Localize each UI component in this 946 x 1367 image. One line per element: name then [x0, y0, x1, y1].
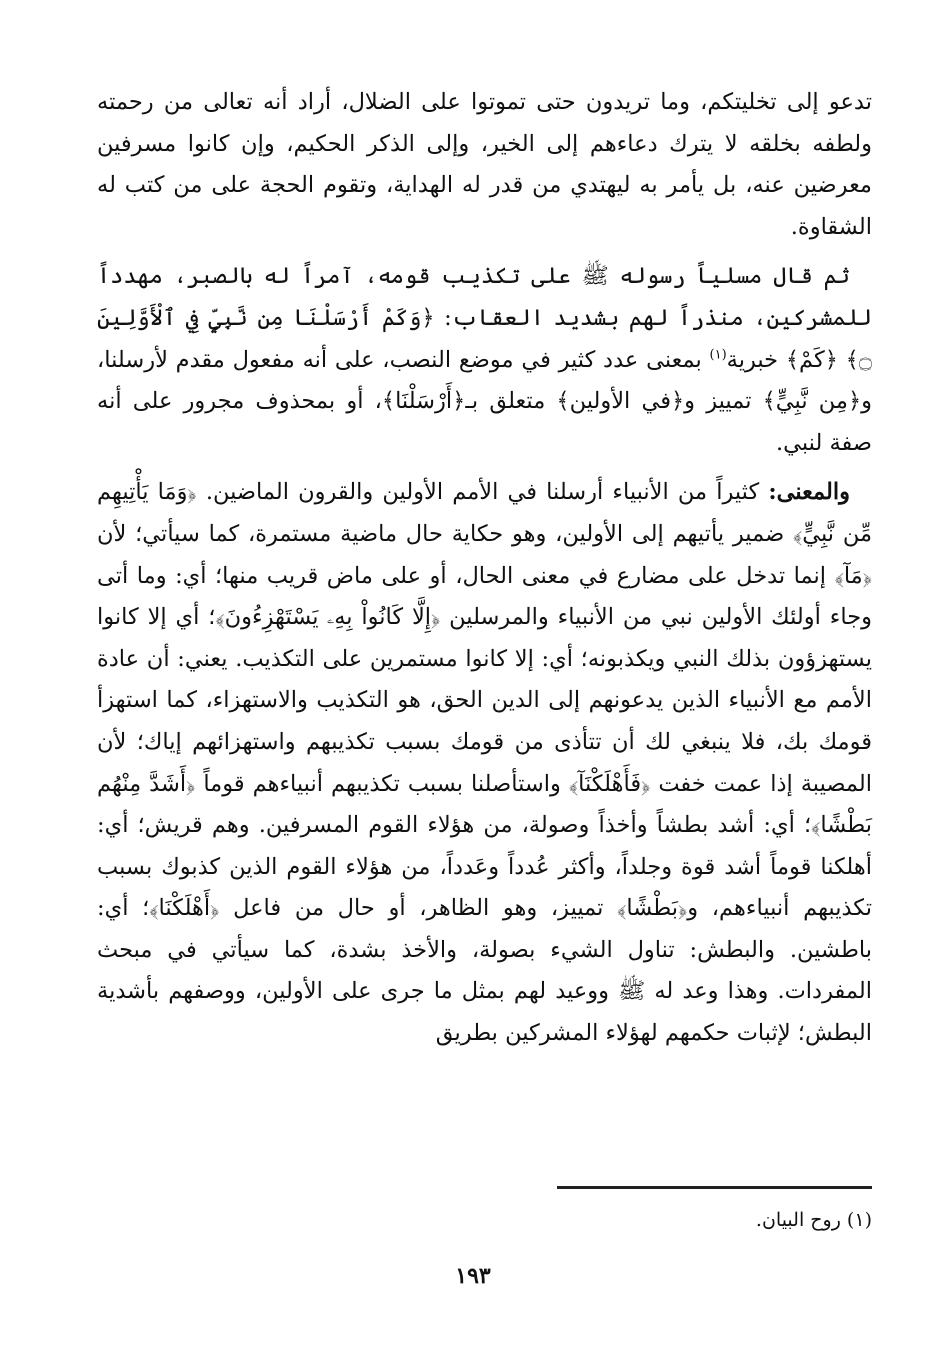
paragraph-3 [97, 472, 872, 1054]
footnote-marker: (١) [709, 347, 727, 363]
footnote: (١) روح البيان. [755, 1209, 872, 1231]
paragraph-1-text: تدعو إلى تخليتكم، وما تريدون حتى تموتوا على الضلال، أراد أنه تعالى من رحمته ولطفه بخلقه لا يترك دعاءهم إلى الخير، وإلى الذكر الحكيم، وإن كانوا مسرفين معرضين عنه، بل يأمر به ليهتدي من قدر له الهداية، وتقوم الحجة على من كتب له الشقاوة. [97, 89, 873, 240]
main-text [97, 82, 872, 1055]
paragraph-2 [97, 256, 872, 464]
page-number: ١٩٣ [455, 1263, 491, 1289]
paragraph-2-text-before-note: ثم قال مسلياً رسوله ﷺ على تكذيب قومه، آمراً له بالصبر، مهدداً للمشركين، منذراً لهم بشديد العقاب: ﴿وَكَمْ أَرْسَلْنَا مِن نَّبِيٍّ فِي ٱلْأَوَّلِينَ ۝﴾ ﴿كَمْ﴾ خبرية [97, 263, 873, 373]
paragraph-3-lead: والمعنى: [768, 479, 850, 506]
paragraph-1 [97, 82, 872, 248]
paragraph-3-text: كثيراً من الأنبياء أرسلنا في الأمم الأولين والقرون الماضين. ﴿وَمَا يَأْتِيهِم مِّن نَّبِيٍّ﴾ ضمير يأتيهم إلى الأولين، وهو حكاية حال ماضية مستمرة، كما سيأتي؛ لأن ﴿مَآ﴾ إنما تدخل على مضارع في معنى الحال، أو على ماض قريب منها؛ أي: وما أتى وجاء أولئك الأولين نبي من الأنبياء والمرسلين ﴿إِلَّا كَانُواْ بِهِۦ يَسْتَهْزِءُونَ﴾؛ أي إلا كانوا يستهزؤون بذلك النبي ويكذبونه؛ أي: إلا كانوا مستمرين على التكذيب. يعني: أن عادة الأمم مع الأنبياء الذين يدعونهم إلى الدين الحق، هو التكذيب والاستهزاء، كما استهزأ قومك بك، فلا ينبغي لك أن تتأذى من قومك بسبب تكذيبهم واستهزائهم إياك؛ لأن المصيبة إذا عمت خفت ﴿فَأَهْلَكْنَآ﴾ واستأصلنا بسبب تكذيبهم أنبياءهم قوماً ﴿أَشَدَّ مِنْهُم بَطْشًا﴾؛ أي: أشد بطشاً وأخذاً وصولة، من هؤلاء القوم المسرفين. وهم قريش؛ أي: أهلكنا قوماً أشد قوة وجلداً، وأكثر عُدداً وعَدداً، من هؤلاء القوم الذين كذبوك بسبب تكذيبهم أنبياءهم، و﴿بَطْشًا﴾ تمييز، وهو الظاهر، أو حال من فاعل ﴿أَهْلَكْنَا﴾؛ أي: باطشين. والبطش: تناول الشيء بصولة، والأخذ بشدة، كما سيأتي في مبحث المفردات. وهذا وعد له ﷺ ووعيد لهم بمثل ما جرى على الأولين، ووصفهم بأشدية البطش؛ لإثبات حكمهم لهؤلاء المشركين بطريق [97, 479, 872, 1047]
footnote-separator [557, 1186, 872, 1189]
paragraph-2-text-after-note: بمعنى عدد كثير في موضع النصب، على أنه مفعول مقدم لأرسلنا، و﴿مِن نَّبِيٍّ﴾ تمييز و﴿في الأولين﴾ متعلق بـ﴿أَرْسَلْنَا﴾، أو بمحذوف مجرور على أنه صفة لنبي. [97, 346, 872, 456]
